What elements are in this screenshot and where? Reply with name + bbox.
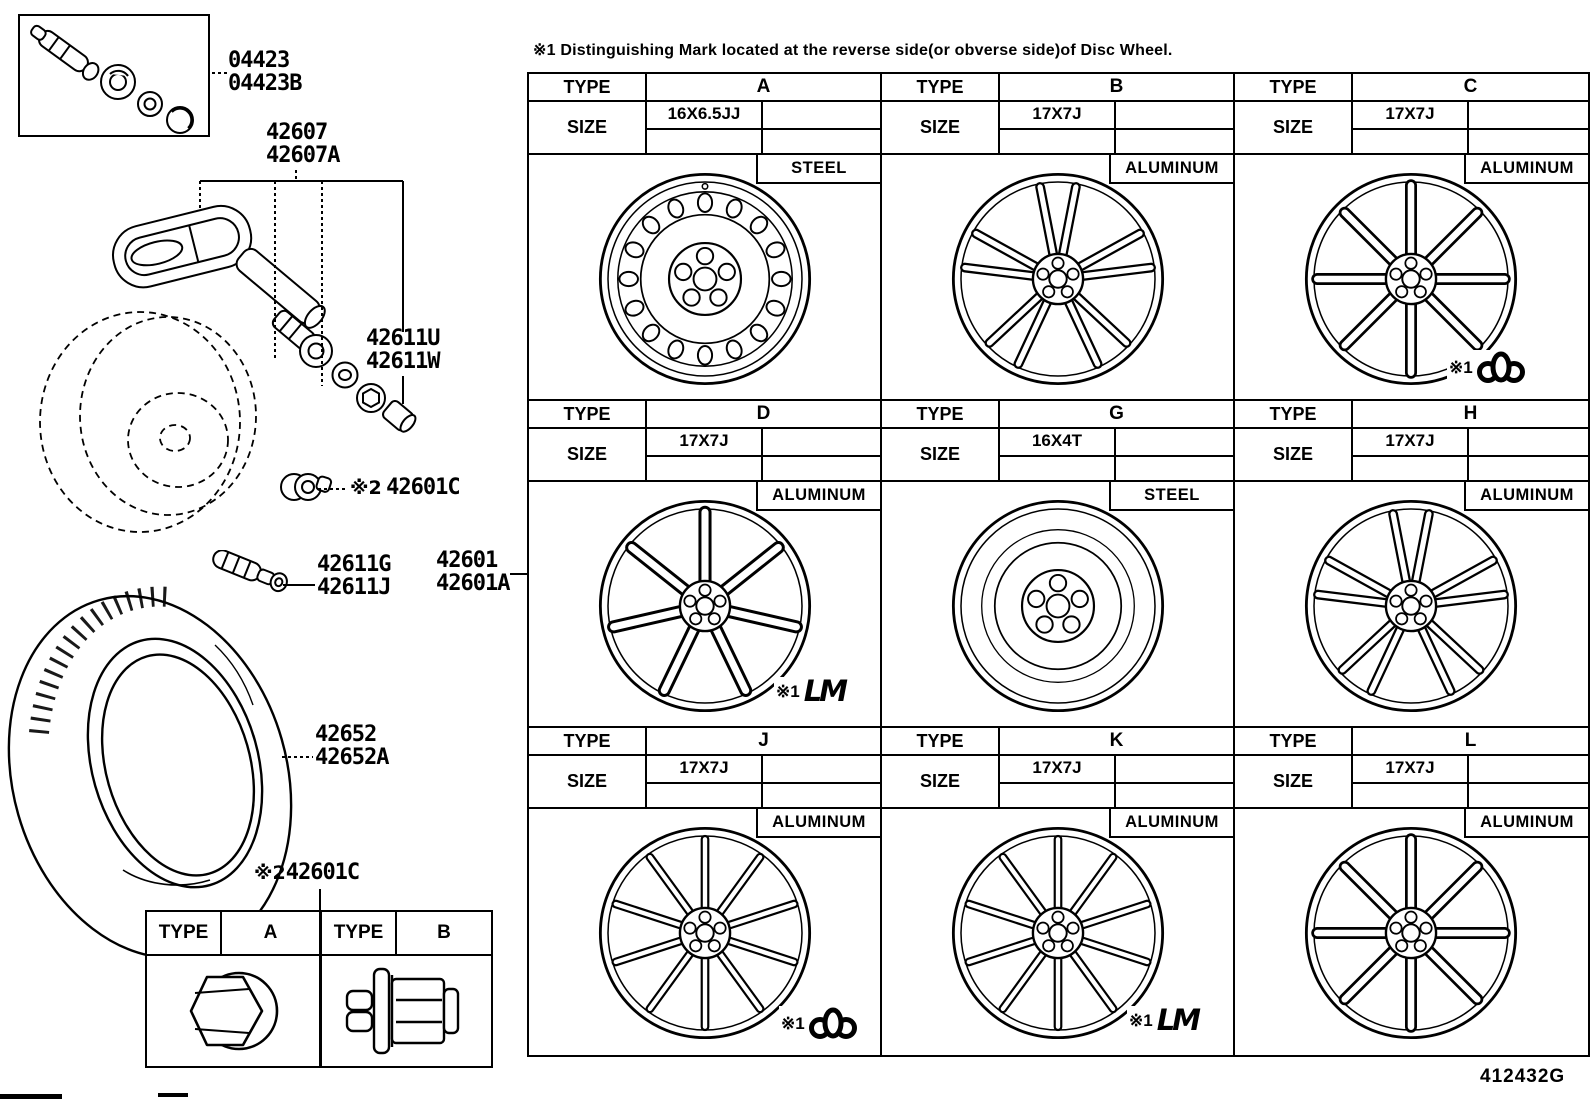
ref-mark: ※2: [254, 862, 286, 884]
part-number[interactable]: 42611G: [317, 552, 391, 577]
rings-logo-icon: [809, 1006, 857, 1042]
type-header: TYPE: [1235, 74, 1353, 100]
wheel-panel-k: [882, 728, 1235, 1055]
ref-mark: ※1: [1449, 358, 1473, 377]
type-value: D: [756, 403, 771, 424]
type-value: C: [1463, 76, 1478, 97]
size-header: SIZE: [1235, 429, 1353, 480]
material-tag: ALUMINUM: [1464, 155, 1588, 184]
material-tag: STEEL: [1109, 482, 1233, 511]
page-code: 412432G: [1480, 1066, 1566, 1087]
part-number[interactable]: 42652A: [315, 744, 389, 770]
wheel-panel-l: [1235, 728, 1588, 1055]
type-value: H: [1463, 403, 1478, 424]
material-tag: ALUMINUM: [1464, 809, 1588, 838]
size-value: 17X7J: [647, 429, 763, 480]
wheel-panel-h: [1235, 401, 1588, 728]
size-header: SIZE: [529, 756, 647, 807]
size-header: SIZE: [529, 102, 647, 153]
size-value: 17X7J: [1353, 102, 1469, 153]
wheel-illustration: [949, 497, 1167, 715]
type-header: TYPE: [322, 912, 397, 954]
type-header: TYPE: [529, 74, 647, 100]
distinguishing-mark: [779, 1006, 859, 1042]
part-number[interactable]: 42611W: [366, 348, 440, 374]
wheel-panel-j: [529, 728, 882, 1055]
part-number[interactable]: 42601C: [285, 860, 360, 885]
distinguishing-mark: [1127, 1003, 1200, 1037]
distinguishing-mark: [1447, 350, 1527, 386]
material-tag: ALUMINUM: [756, 809, 880, 838]
type-value: J: [758, 730, 769, 751]
part-number[interactable]: 42611U: [366, 326, 440, 351]
size-value: 16X4T: [1000, 429, 1116, 480]
distinguishing-mark: [774, 674, 847, 708]
scan-artifact: [158, 1093, 188, 1097]
part-number[interactable]: 42607: [266, 120, 328, 145]
size-header: SIZE: [529, 429, 647, 480]
scan-artifact: [0, 1094, 62, 1099]
size-value: 17X7J: [1353, 756, 1469, 807]
size-header: SIZE: [1235, 102, 1353, 153]
type-value: B: [437, 922, 451, 943]
part-number[interactable]: 42607A: [266, 142, 340, 168]
size-header: SIZE: [1235, 756, 1353, 807]
size-value: 17X7J: [1353, 429, 1469, 480]
size-value: 16X6.5JJ: [647, 102, 763, 153]
wheel-illustration: [596, 170, 814, 388]
material-tag: ALUMINUM: [756, 482, 880, 511]
rings-logo-icon: [1477, 350, 1525, 386]
part-number[interactable]: 04423: [228, 48, 290, 73]
type-header: TYPE: [529, 401, 647, 427]
type-header: TYPE: [147, 912, 222, 954]
ref-mark: ※1: [781, 1014, 805, 1033]
type-header: TYPE: [882, 401, 1000, 427]
wheel-panel-g: [882, 401, 1235, 728]
wheel-type-grid: [527, 72, 1590, 1057]
ref-mark: ※2: [350, 477, 382, 499]
ref-mark: ※1: [1129, 1010, 1153, 1030]
lm-logo-icon: LM: [1156, 1003, 1199, 1037]
size-header: SIZE: [882, 756, 1000, 807]
type-header: TYPE: [1235, 401, 1353, 427]
type-value: B: [1109, 76, 1124, 97]
part-number[interactable]: 42652: [315, 722, 377, 747]
type-header: TYPE: [1235, 728, 1353, 754]
size-header: SIZE: [882, 102, 1000, 153]
wheel-illustration: [1302, 824, 1520, 1042]
part-number[interactable]: 04423B: [228, 70, 302, 96]
type-value: A: [263, 922, 278, 943]
part-number[interactable]: 42601C: [386, 475, 460, 500]
material-tag: ALUMINUM: [1464, 482, 1588, 511]
size-value: 17X7J: [1000, 102, 1116, 153]
size-value: 17X7J: [1000, 756, 1116, 807]
wheel-panel-a: [529, 74, 882, 401]
type-header: TYPE: [882, 728, 1000, 754]
part-number[interactable]: 42611J: [317, 574, 391, 600]
size-header: SIZE: [882, 429, 1000, 480]
lm-logo-icon: LM: [803, 674, 846, 708]
wheel-panel-d: [529, 401, 882, 728]
type-value: A: [756, 76, 771, 97]
wheel-panel-b: [882, 74, 1235, 401]
wheel-illustration: [1302, 497, 1520, 715]
size-value: 17X7J: [647, 756, 763, 807]
part-number[interactable]: 42601: [436, 548, 498, 573]
ref-mark: ※1: [776, 681, 800, 701]
material-tag: ALUMINUM: [1109, 155, 1233, 184]
material-tag: ALUMINUM: [1109, 809, 1233, 838]
type-header: TYPE: [529, 728, 647, 754]
wheel-panel-c: [1235, 74, 1588, 401]
type-value: K: [1109, 730, 1124, 751]
type-header: TYPE: [882, 74, 1000, 100]
footnote-distinguishing-mark: ※1 Distinguishing Mark located at the reverse side(or obverse side)of Disc Wheel.: [533, 42, 1173, 59]
type-value: L: [1464, 730, 1477, 751]
wheel-illustration: [949, 170, 1167, 388]
type-value: G: [1109, 403, 1124, 424]
material-tag: STEEL: [756, 155, 880, 184]
part-number[interactable]: 42601A: [436, 570, 510, 596]
